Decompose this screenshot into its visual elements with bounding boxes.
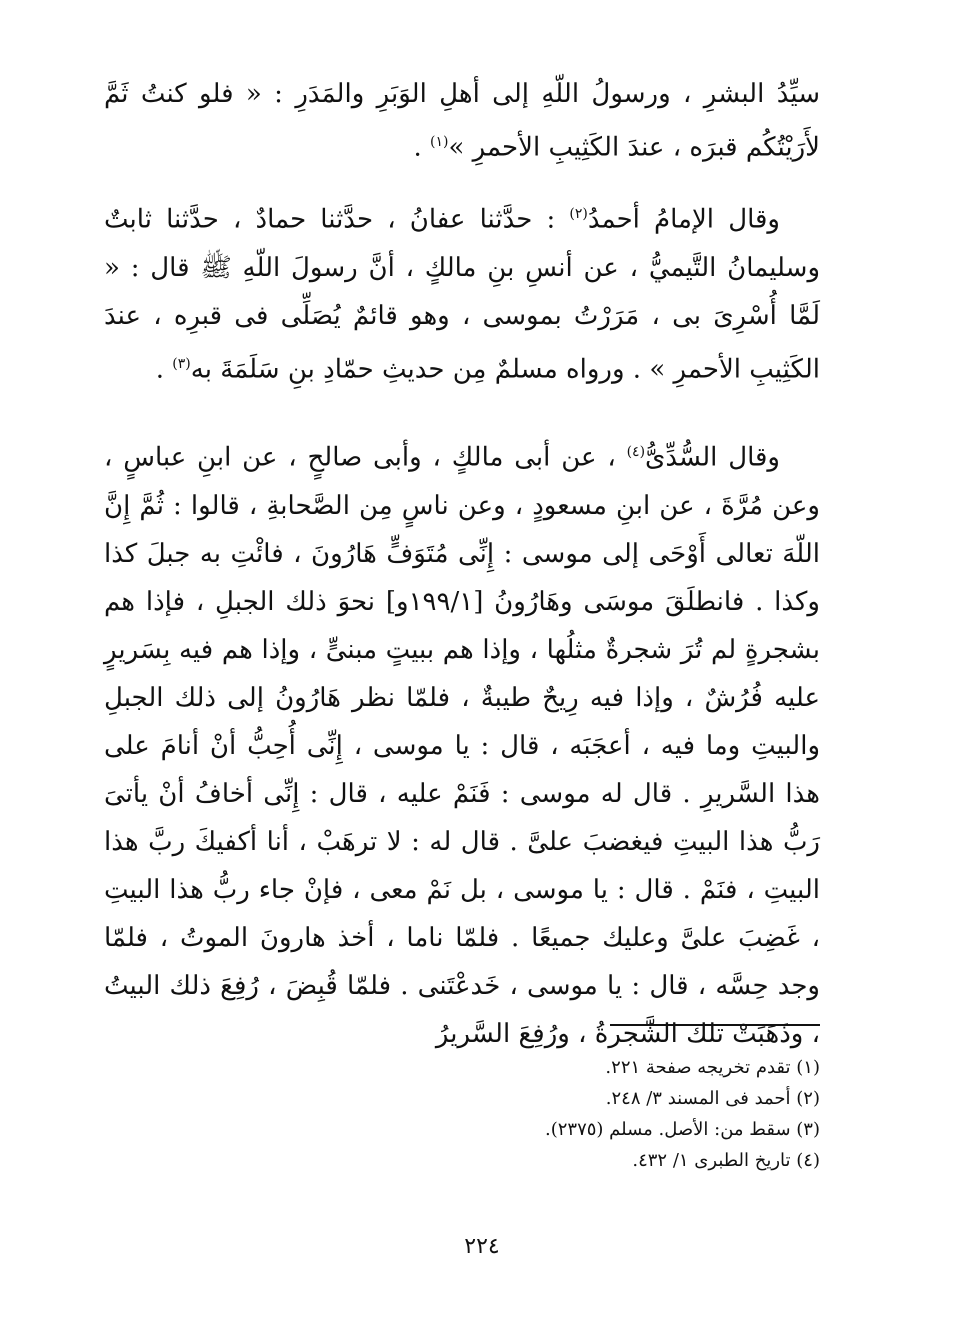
footnotes — [380, 1052, 820, 1176]
paragraph-3-start: وقال السُّدِّىُّ — [645, 442, 780, 473]
footnote-divider — [610, 1024, 820, 1026]
paragraph-2-start: وقال الإمامُ أحمدُ — [587, 204, 780, 235]
footnote-ref-3: (٣) — [172, 355, 191, 372]
paragraph-1-text: سيِّدُ البشرِ ، ورسولُ اللّهِ إلى أهلِ الوَبَرِ والمَدَرِ : « فلو كنتُ ثَمَّ لأَرَيْتُكُم قبرَه ، عندَ الكَثِيبِ الأحمرِ » — [104, 79, 820, 163]
paragraph-2 — [104, 190, 820, 393]
paragraph-3 — [104, 428, 820, 1058]
footnote-1: (١) تقدم تخريجه صفحة ٢٢١. — [605, 1057, 820, 1078]
footnote-ref-4: (٤) — [626, 444, 646, 460]
paragraph-1-end: . — [413, 132, 431, 163]
paragraph-3-text: ، عن أبى مالكٍ ، وأبى صالحٍ ، عن ابنِ عباسٍ ، وعن مُرَّةَ ، عن ابنِ مسعودٍ ، وعن ناسٍ مِن الصَّحابةِ ، قالوا : ثُمَّ إِنَّ اللّهَ تعالى أَوْحَى إلى موسى : إِنِّى مُتَوَفٍّ هَارُونَ ، فائْتِ به جبلَ كذا وكذا . فانطلَقَ موسَى وهَارُونُ [١٩٩/١و] نحوَ ذلك الجبلِ ، فإذا هم بشجرةٍ لم تُرَ شجرةٌ مثلُها ، وإذا هم ببيتٍ مبنىٍّ ، وإذا هم فيه بِسَريرٍ عليه فُرُشٌ ، وإذا فيه رِيحٌ طيبةٌ ، فلمّا نظر هَارُونُ إلى ذلك الجبلِ والبيتِ وما فيه ، أعجَبَه ، قال : يا موسى ، إِنِّى أُحِبُّ أنْ أنامَ على هذا السَّريرِ . قال له موسى : فَنَمْ عليه ، قال : إِنِّى أخافُ أنْ يأتىَ رَبُّ هذا البيتِ فيغضبَ علىَّ . قال له : لا ترهَبْ ، أنا أكفيكَ ربَّ هذا البيتِ ، فنَمْ . قال : يا موسى ، بل نَمْ معى ، فإنْ جاء ربُّ هذا البيتِ ، غَضِبَ علىَّ وعليك جميعًا . فلمّا ناما ، أخذ هارونَ الموتُ ، فلمّا وجد حِسَّه ، قال : يا موسى ، خَدعْتَنى . فلمّا قُبِضَ ، رُفِعَ ذلك البيتُ ، وذَهَبَتْ تلك الشَّجرةُ ، ورُفِعَ السَّريرُ — [104, 442, 820, 1049]
footnote-ref-2: (٢) — [569, 206, 588, 222]
paragraph-2-text: : حدَّثنا عفانُ ، حدَّثنا حمادٌ ، حدَّثنا ثابتٌ وسليمانُ التَّيميُّ ، عن أنسِ بنِ مالكٍ ، أنَّ رسولَ اللّهِ ﷺ قال : « لَمَّا أُسْرِىَ بى ، مَرَرْتُ بموسى ، وهو قائمٌ يُصَلِّى فى قبرِه ، عندَ الكَثِيبِ الأحمرِ » . ورواه مسلمٌ مِن حديثِ حمّادِ بنِ سَلَمَةَ به — [104, 204, 820, 385]
page-number: ٢٢٤ — [464, 1234, 500, 1259]
footnote-ref-1: (١) — [430, 134, 449, 150]
paragraph-1 — [104, 70, 820, 172]
footnote-2: (٢) أحمد فى المسند ٣/ ٢٤٨. — [605, 1088, 820, 1109]
footnote-4: (٤) تاريخ الطبرى ١/ ٤٣٢. — [632, 1150, 820, 1171]
paragraph-2-end: . — [155, 354, 173, 385]
footnote-3: (٣) سقط من: الأصل. مسلم (٢٣٧٥). — [544, 1119, 820, 1140]
